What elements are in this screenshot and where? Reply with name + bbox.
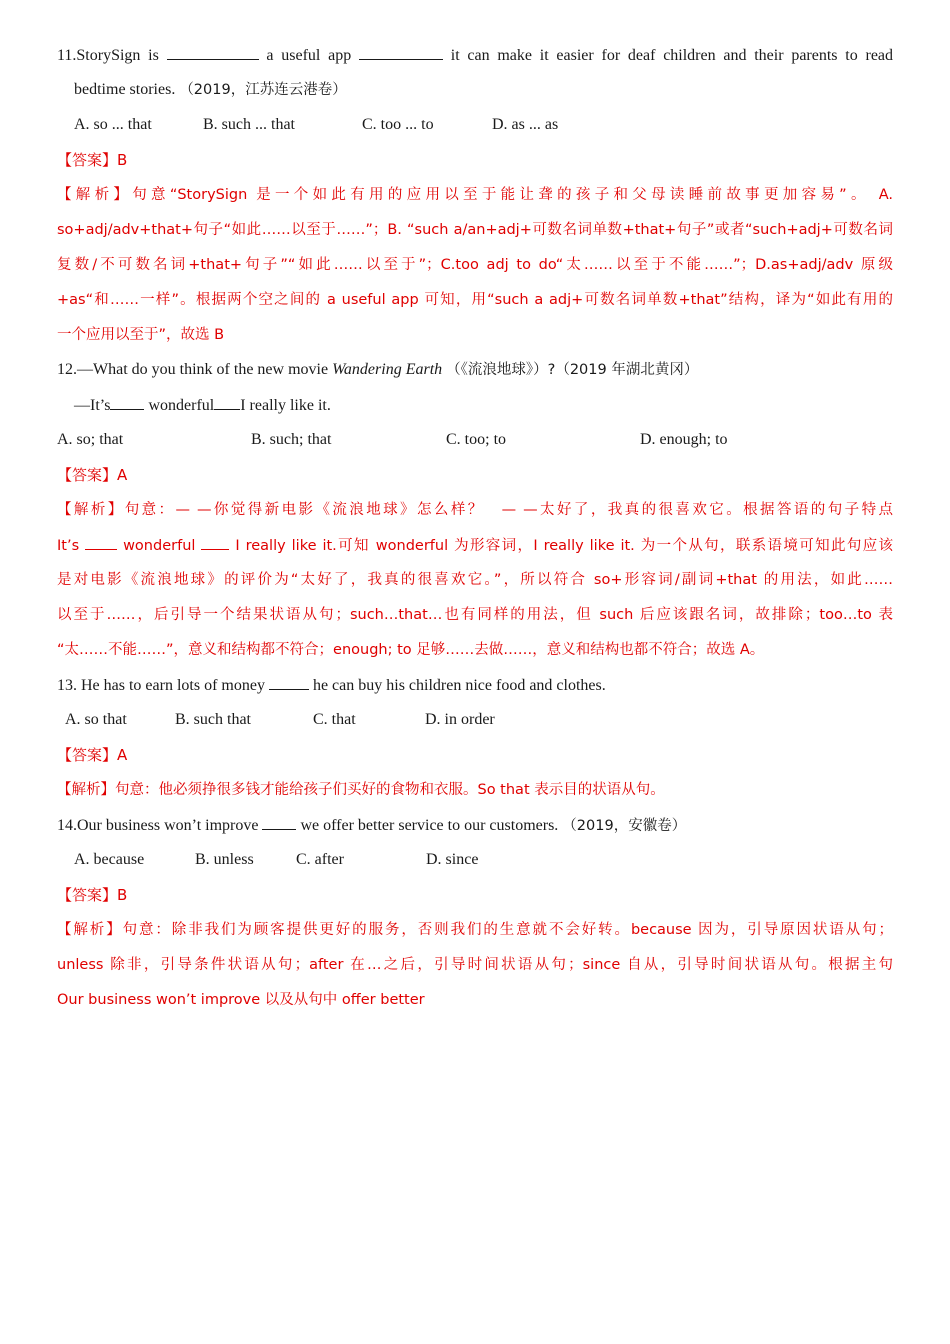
q14-analysis-1: 【解析】句意：除非我们为顾客提供更好的服务，否则我们的生意就不会好转。because 因为，引导原因状语从句； <box>57 922 893 938</box>
q12-analysis-2b: wonderful <box>123 538 196 554</box>
q12-stem <box>57 359 893 394</box>
q11-analysis-2: so+adj/adv+that+句子“如此……以至于……”；B. “such a/an+adj+可数名词单数+that+句子”或者“such+adj+可数名词 <box>57 222 893 238</box>
q13-analysis: 【解析】句意：他必须挣很多钱才能给孩子们买好的食物和衣服。So that 表示目的状语从句。 <box>57 782 665 798</box>
q14-option-a: A. because <box>74 851 145 868</box>
q12-analysis-2 <box>57 534 893 569</box>
q12-reply-a: —It’s <box>74 397 111 414</box>
q11-option-a: A. so ... that <box>74 116 152 133</box>
q12-analysis-2a: It’s <box>57 538 80 554</box>
q13-option-a: A. so that <box>65 711 127 728</box>
q11-option-b: B. such ... that <box>203 116 295 133</box>
document-page <box>57 44 893 1024</box>
q14-analysis-2: unless 除非，引导条件状语从句；after 在…之后，引导时间状语从句；since 自从，引导时间状语从句。根据主句 <box>57 957 893 973</box>
q12-reply <box>57 394 893 429</box>
q11-options <box>57 114 893 149</box>
q12-options <box>57 429 893 464</box>
q14-blank <box>262 814 296 830</box>
q13-blank <box>269 674 309 690</box>
q11-stem-line2 <box>57 79 893 114</box>
q11-stem-line1 <box>57 44 893 79</box>
q12-analysis-4: 以至于……，后引导一个结果状语从句；such…that…也有同样的用法，但 such 后应该跟名词，故排除；too…to 表 <box>57 607 893 623</box>
q12-option-c: C. too; to <box>446 431 507 448</box>
q11-analysis-5: 一个应用以至于”，故选 B <box>57 327 225 343</box>
q11-analysis-1: 【解析】句意“StorySign 是一个如此有用的应用以至于能让聋的孩子和父母读睡前故事更加容易”。 A. <box>57 187 893 203</box>
q12-stem-a: 12.—What do you think of the new movie <box>57 361 329 378</box>
q14-option-c: C. after <box>296 851 344 868</box>
q11-answer: 【答案】B <box>57 151 128 169</box>
q12-blank-1 <box>110 394 144 410</box>
q14-option-d: D. since <box>426 851 479 868</box>
q11-blank-1 <box>167 44 259 60</box>
q12-analysis-blank-2 <box>201 534 229 550</box>
q14-stem <box>57 814 893 849</box>
q11-stem-line2-text: bedtime stories. <box>74 81 176 98</box>
q13-answer: 【答案】A <box>57 746 128 764</box>
q11-blank-2 <box>359 44 443 60</box>
q13-stem-b: he can buy his children nice food and clothes. <box>312 677 606 694</box>
q14-analysis-3: Our business won’t improve 以及从句中 offer better <box>57 992 425 1008</box>
q12-reply-b: wonderful <box>148 397 215 414</box>
q12-option-a: A. so; that <box>57 431 124 448</box>
q11-analysis-4: +as“和……一样”。根据两个空之间的 a useful app 可知，用“such a adj+可数名词单数+that”结构，译为“如此有用的 <box>57 292 893 308</box>
q13-options <box>57 709 893 744</box>
q13-option-d: D. in order <box>425 711 495 728</box>
q12-analysis-1: 【解析】句意：— —你觉得新电影《流浪地球》怎么样？ — —太好了，我真的很喜欢它。根据答语的句子特点 <box>57 502 893 518</box>
q12-analysis-2c: I really like it.可知 wonderful 为形容词，I really like it. 为一个从句，联系语境可知此句应该 <box>235 538 894 554</box>
q12-analysis-blank-1 <box>85 534 117 550</box>
q12-blank-2 <box>214 394 240 410</box>
q11-option-c: C. too ... to <box>362 116 434 133</box>
q14-answer: 【答案】B <box>57 886 128 904</box>
q14-options <box>57 849 893 884</box>
q14-source: （2019，安徽卷） <box>562 818 687 834</box>
q12-option-b: B. such; that <box>251 431 332 448</box>
q11-option-d: D. as ... as <box>492 116 559 133</box>
q13-stem-a: 13. He has to earn lots of money <box>57 677 265 694</box>
q14-stem-a: 14.Our business won’t improve <box>57 817 259 834</box>
q11-stem-a: 11.StorySign is <box>57 47 159 64</box>
q11-stem-c: it can make it easier for deaf children and their parents to read <box>450 47 894 64</box>
q11-source: （2019，江苏连云港卷） <box>179 82 347 98</box>
q12-option-d: D. enough; to <box>640 431 728 448</box>
q12-analysis-3: 是对电影《流浪地球》的评价为“太好了，我真的很喜欢它。”，所以符合 so+形容词/副词+that 的用法，如此…… <box>57 572 893 588</box>
q13-stem <box>57 674 893 709</box>
q14-stem-b: we offer better service to our customers. <box>300 817 559 834</box>
q13-option-c: C. that <box>313 711 356 728</box>
q12-stem-b: （《流浪地球》）?（2019 年湖北黄冈） <box>446 362 699 378</box>
q12-reply-c: I really like it. <box>240 397 331 414</box>
q12-answer: 【答案】A <box>57 466 128 484</box>
q13-option-b: B. such that <box>175 711 251 728</box>
q14-option-b: B. unless <box>195 851 254 868</box>
q11-stem-b: a useful app <box>266 47 352 64</box>
q11-analysis-3: 复数/不可数名词+that+句子”“如此……以至于”；C.too adj to do“太……以至于不能……”；D.as+adj/adv 原级 <box>57 257 893 273</box>
q12-analysis-5: “太……不能……”，意义和结构都不符合；enough; to 足够……去做……，意义和结构也都不符合；故选 A。 <box>57 642 765 658</box>
q12-movie-title: Wandering Earth <box>332 361 443 378</box>
